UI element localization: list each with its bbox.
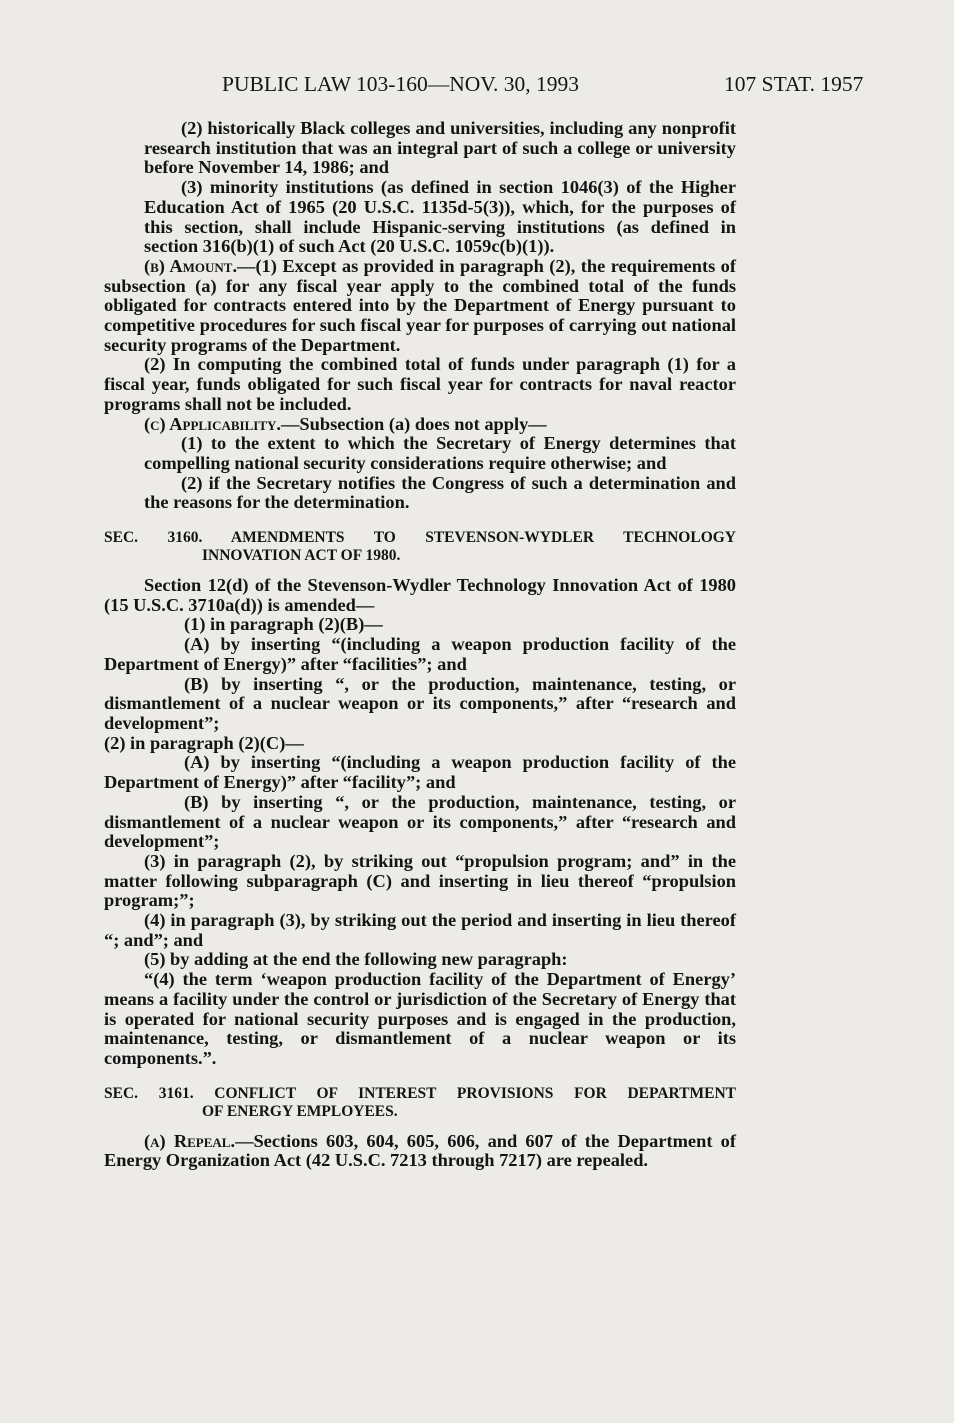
section-3160-intro: Section 12(d) of the Stevenson-Wydler Technology Innovation Act of 1980 (15 U.S.C. 3710a(d)) is amended—: [104, 575, 736, 615]
amendment-1: (1) in paragraph (2)(B)—: [184, 614, 383, 635]
amendment-5: (5) by adding at the end the following new paragraph:: [144, 949, 568, 970]
applicability-item-1: (1) to the extent to which the Secretary of Energy determines that compelling national security considerations require otherwise; and: [144, 433, 736, 473]
amendment-5-quote: “(4) the term ‘weapon production facility of the Department of Energy’ means a facility under the control or jurisdiction of the Secretary of Energy that is operated for national security purposes and is engaged in the production, maintenance, testing, or dismantlement of a nuclear weapon or its components.”.: [104, 969, 736, 1068]
paragraph-minority-institutions: (3) minority institutions (as defined in section 1046(3) of the Higher Education Act of 1965 (20 U.S.C. 1135d-5(3)), which, for the purposes of this section, shall include Hispanic-serving institutions (as defined in section 316(b)(1) of such Act (20 U.S.C. 1059c(b)(1)).: [144, 177, 736, 257]
paragraph-hbcu: (2) historically Black colleges and universities, including any nonprofit research institution that was an integral part of such a college or university before November 14, 1986; and: [144, 118, 736, 178]
amendment-4: (4) in paragraph (3), by striking out the period and inserting in lieu thereof “; and”; and: [104, 910, 736, 950]
header-law-citation: PUBLIC LAW 103-160—NOV. 30, 1993: [222, 72, 580, 96]
subsection-applicability-heading: (c) Applicability.: [144, 413, 282, 434]
section-3160-heading-line2: INNOVATION ACT OF 1980.: [202, 547, 401, 565]
subsection-repeal: [104, 1132, 736, 1171]
amendment-2: (2) in paragraph (2)(C)—: [104, 732, 304, 753]
subsection-amount-heading: (b) Amount.: [144, 255, 238, 276]
subsection-repeal-heading: (a) Repeal.: [144, 1130, 236, 1151]
subsection-applicability-text: —Subsection (a) does not apply—: [281, 413, 547, 434]
section-3161-heading-line1: SEC. 3161. CONFLICT OF INTEREST PROVISIONS FOR DEPARTMENT: [104, 1084, 736, 1102]
section-3161-heading: [104, 1085, 736, 1121]
amendment-2B: (B) by inserting “, or the production, maintenance, testing, or dismantlement of a nuclear weapon or its components,” after “research and development”;: [104, 791, 736, 852]
subsection-applicability: [104, 415, 736, 435]
running-header: [0, 72, 954, 98]
section-3161-heading-line2: OF ENERGY EMPLOYEES.: [202, 1102, 398, 1120]
body-text: [104, 119, 736, 1171]
subsection-amount-2: (2) In computing the combined total of funds under paragraph (1) for a fiscal year, funds obligated for such fiscal year for contracts for naval reactor programs shall not be included.: [104, 354, 736, 414]
header-stat-page: 107 STAT. 1957: [724, 72, 864, 96]
applicability-item-2: (2) if the Secretary notifies the Congress of such a determination and the reasons for the determination.: [144, 472, 736, 513]
amendment-2A: (A) by inserting “(including a weapon production facility of the Department of Energy)” after “facility”; and: [104, 752, 736, 793]
amendment-1B: (B) by inserting “, or the production, maintenance, testing, or dismantlement of a nuclear weapon or its components,” after “research and development”;: [104, 673, 736, 733]
subsection-amount: [104, 257, 736, 356]
amendment-3: (3) in paragraph (2), by striking out “propulsion program; and” in the matter following subparagraph (C) and inserting in lieu thereof “propulsion program;”;: [104, 850, 736, 911]
subsection-repeal-text: —Sections 603, 604, 605, 606, and 607 of the Department of Energy Organization Act (42 U.S.C. 7213 through 7217) are repealed.: [104, 1130, 736, 1171]
subsection-amount-text: —(1) Except as provided in paragraph (2), the requirements of subsection (a) for any fiscal year apply to the combined total of the funds obligated for contracts entered into by the Department of Energy pursuant to competitive procedures for such fiscal year for purposes of carrying out national security programs of the Department.: [104, 255, 736, 355]
section-3160-heading: [104, 529, 736, 565]
amendment-1A: (A) by inserting “(including a weapon production facility of the Department of Energy)” after “facilities”; and: [104, 634, 736, 674]
section-3160-heading-line1: SEC. 3160. AMENDMENTS TO STEVENSON-WYDLER TECHNOLOGY: [104, 529, 736, 547]
